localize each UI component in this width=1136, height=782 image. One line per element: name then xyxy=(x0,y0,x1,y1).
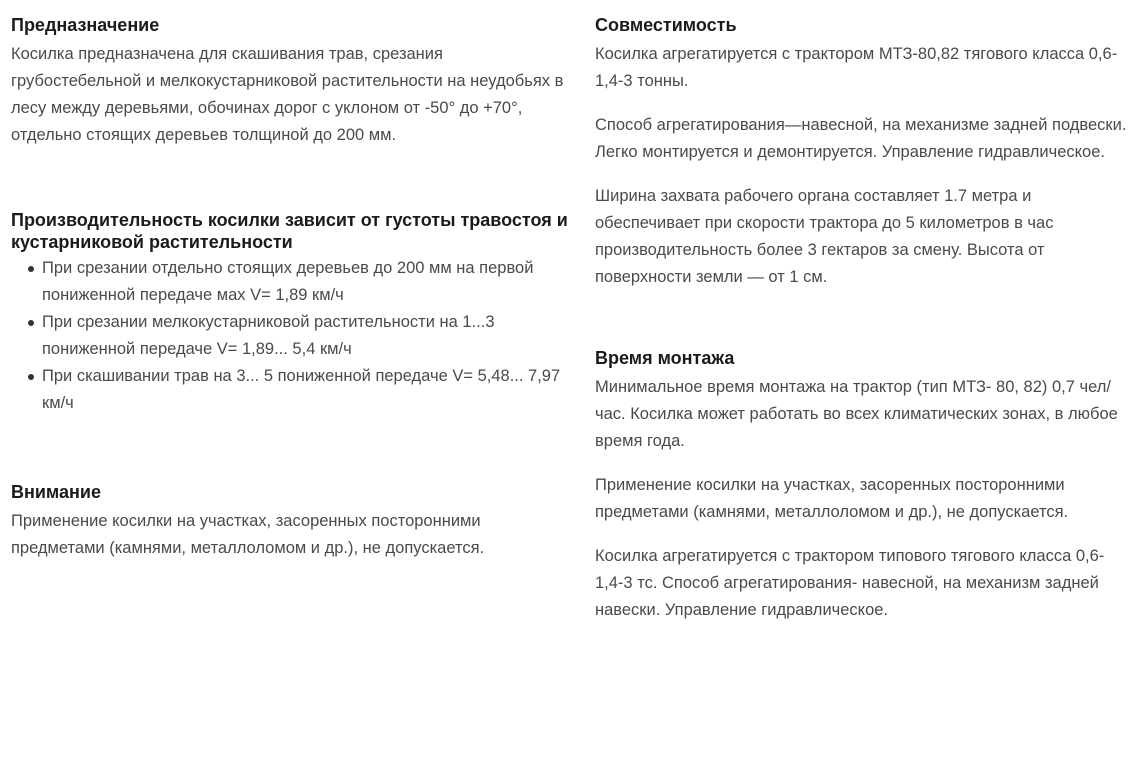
productivity-heading: Производительность косилки зависит от густоты травостоя и кустарниковой растительности xyxy=(11,210,568,252)
purpose-section xyxy=(11,14,571,149)
mounting-heading: Время монтажа xyxy=(595,348,735,368)
list-item: При срезании мелкокустарниковой растительности на 1...3 пониженной передаче V= 1,89... 5,4 км/ч xyxy=(11,309,571,363)
compatibility-heading: Совместимость xyxy=(595,15,737,35)
compatibility-text-3: Ширина захвата рабочего органа составляет 1.7 метра и обеспечивает при скорости трактора до 5 километров в час производительность более 3 гектаров за смену. Высота от поверхности земли — от 1 см. xyxy=(595,187,1054,286)
list-item: При срезании отдельно стоящих деревьев до 200 мм на первой пониженной передаче мах V= 1,89 км/ч xyxy=(11,255,571,309)
mounting-text-1: Минимальное время монтажа на трактор (тип МТЗ- 80, 82) 0,7 чел/час. Косилка может работать во всех климатических зонах, в любое время года. xyxy=(595,378,1118,450)
list-item: При скашивании трав на 3... 5 пониженной передаче V= 5,48... 7,97 км/ч xyxy=(11,363,571,417)
mounting-text-2: Применение косилки на участках, засоренных посторонними предметами (камнями, металлоломом и др.), не допускается. xyxy=(595,476,1069,521)
attention-section xyxy=(11,481,571,562)
right-column xyxy=(595,14,1130,624)
purpose-heading: Предназначение xyxy=(11,15,160,35)
productivity-section xyxy=(11,209,571,417)
mounting-section xyxy=(595,347,1130,624)
purpose-text: Косилка предназначена для скашивания трав, срезания грубостебельной и мелкокустарниковой растительности на неудобьях в лесу между деревьями, обочинах дорог с уклоном от -50° до +70°, отдельно стоящих деревьев толщиной до 200 мм. xyxy=(11,45,564,144)
compatibility-text-1: Косилка агрегатируется с трактором МТЗ-80,82 тягового класса 0,6-1,4-3 тонны. xyxy=(595,45,1118,90)
attention-heading: Внимание xyxy=(11,482,101,502)
attention-text: Применение косилки на участках, засоренных посторонними предметами (камнями, металлоломом и др.), не допускается. xyxy=(11,512,485,557)
compatibility-text-2: Способ агрегатирования—навесной, на механизме задней подвески. Легко монтируется и демонтируется. Управление гидравлическое. xyxy=(595,116,1127,161)
productivity-list xyxy=(11,255,571,417)
left-column xyxy=(11,14,571,562)
mounting-text-3: Косилка агрегатируется с трактором типового тягового класса 0,6-1,4-3 тс. Способ агрегатирования- навесной, на механизм задней навески. Управление гидравлическое. xyxy=(595,547,1105,619)
compatibility-section xyxy=(595,14,1130,291)
